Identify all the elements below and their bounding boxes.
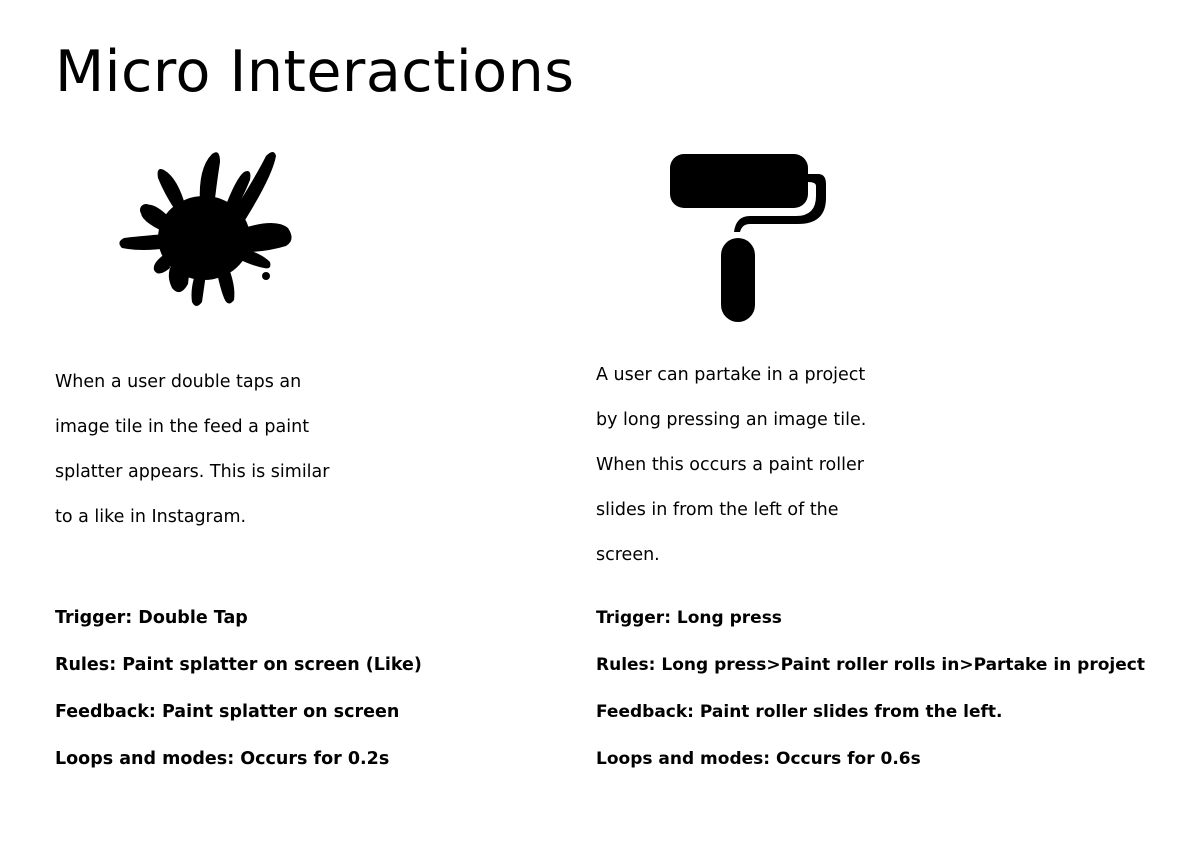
left-description [55, 360, 329, 540]
right-rules: Rules: Long press>Paint roller rolls in>Partake in project [596, 655, 1145, 675]
page-title: Micro Interactions [55, 39, 575, 105]
left-loops-and-modes: Loops and modes: Occurs for 0.2s [55, 749, 390, 769]
left-description-line: When a user double taps an [55, 372, 302, 392]
left-feedback: Feedback: Paint splatter on screen [55, 702, 400, 722]
paint-roller-icon [668, 152, 830, 324]
right-description [596, 353, 866, 578]
right-loops-and-modes: Loops and modes: Occurs for 0.6s [596, 749, 921, 769]
right-feedback: Feedback: Paint roller slides from the left. [596, 702, 1003, 722]
right-trigger: Trigger: Long press [596, 608, 782, 628]
right-description-line: by long pressing an image tile. [596, 410, 867, 430]
left-trigger: Trigger: Double Tap [55, 608, 248, 628]
right-description-line: A user can partake in a project [596, 365, 866, 385]
left-rules: Rules: Paint splatter on screen (Like) [55, 655, 422, 675]
left-description-line: image tile in the feed a paint [55, 417, 310, 437]
right-description-line: screen. [596, 545, 660, 565]
right-description-line: slides in from the left of the [596, 500, 839, 520]
left-details [55, 595, 422, 783]
right-description-line: When this occurs a paint roller [596, 455, 864, 475]
left-description-line: splatter appears. This is similar [55, 462, 330, 482]
paint-splatter-icon [116, 148, 296, 310]
left-description-line: to a like in Instagram. [55, 507, 247, 527]
right-details [596, 595, 1145, 783]
